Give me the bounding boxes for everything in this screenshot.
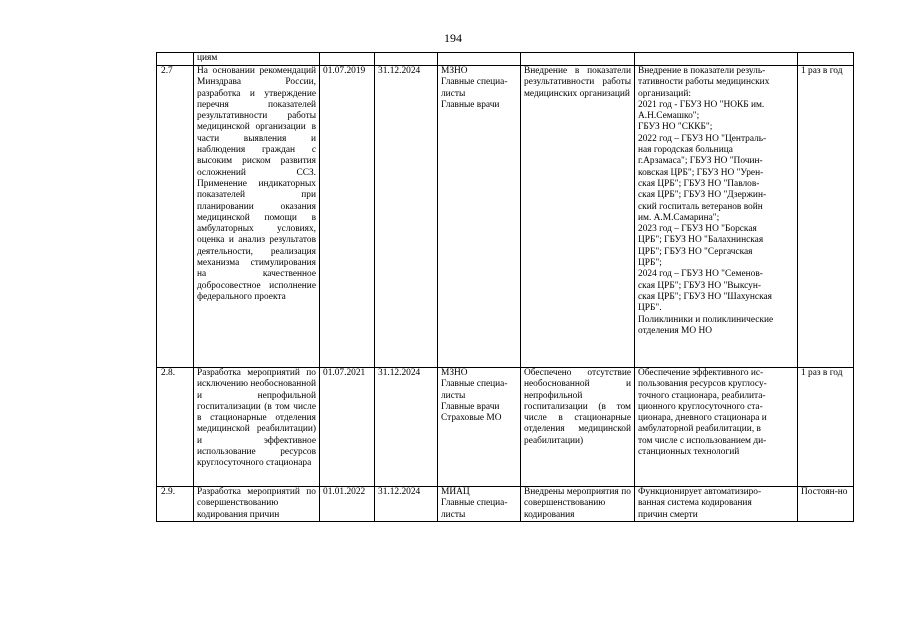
responsible-line: Страховые МО (441, 413, 502, 424)
responsible-line: листы (441, 509, 466, 520)
indicator-line: ская ЦРБ"; ГБУЗ НО "Павлов- (638, 178, 760, 189)
indicator-line: ЦРБ"; (638, 258, 662, 269)
indicator-line: 2024 год – ГБУЗ НО "Семенов- (638, 269, 763, 280)
responsible-cell (438, 66, 521, 368)
indicator-line: ская ЦРБ"; ГБУЗ НО "Шахунская (638, 291, 772, 302)
indicator-line: ванная система кодирования (638, 498, 752, 509)
result-cell: Обеспечено отсутствие необоснованной и непрофильной госпитализации (в том числе в стационарные отделения медицинской реабилитации) (521, 368, 635, 487)
indicator-line: им. А.М.Самарина"; (638, 212, 720, 223)
start-date-cell: 01.07.2019 (320, 66, 375, 368)
responsible-line: Главные врачи (441, 401, 500, 412)
indicator-line: Функционирует автоматизиро- (638, 487, 762, 497)
num-cell: 2.7 (157, 66, 194, 368)
indicator-line: организаций: (638, 88, 691, 99)
measure-cell: На основании рекомендаций Минздрава России, разработка и утверждение перечня показателей результативности работы медицинской организации в части выявления и наблюдения граждан с высоким риском развития осложнений ССЗ. Применение индикаторных показателей при планировании оказания медицинской помощи в амбулаторных условиях, оценка и анализ результатов деятельности, реализация механизма стимулирования на качественное добросовестное исполнение федерального проекта (194, 66, 320, 368)
indicator-line: точного стационара, реабилита- (638, 390, 766, 401)
indicator-line: амбулаторной реабилитации, в (638, 424, 761, 435)
continuation-row (157, 53, 854, 66)
measures-table (156, 52, 854, 522)
indicator-line: ская ЦРБ"; ГБУЗ НО "Выксун- (638, 280, 762, 291)
responsible-line: листы (441, 88, 466, 99)
indicator-line: станционных технологий (638, 447, 740, 458)
num-cell: 2.9. (157, 487, 194, 522)
indicator-line: пользования ресурсов круглосу- (638, 379, 767, 390)
indicator-line: том числе с использованием ди- (638, 435, 767, 446)
indicator-line: ский госпиталь ветеранов войн (638, 201, 763, 212)
indicator-line: ская ЦРБ"; ГБУЗ НО "Дзержин- (638, 190, 767, 201)
indicator-line: тативности работы медицинских (638, 77, 770, 88)
indicator-line: ЦРБ"; ГБУЗ НО "Балахнинская (638, 235, 764, 246)
result-cell: Внедрение в показатели результативности работы медицинских организаций (521, 66, 635, 368)
end-date-cell: 31.12.2024 (375, 368, 438, 487)
indicator-line: ЦРБ". (638, 303, 662, 314)
indicator-line: причин смерти (638, 509, 698, 520)
start-date-cell: 01.01.2022 (320, 487, 375, 522)
indicator-line: Поликлиники и поликлинические (638, 314, 774, 325)
num-cell: 2.8. (157, 368, 194, 487)
indicator-cell (635, 487, 798, 522)
indicator-line: ционара, дневного стационара и (638, 413, 767, 424)
responsible-line: МИАЦ (441, 487, 470, 497)
end-date-cell: 31.12.2024 (375, 487, 438, 522)
start-date-cell: 01.07.2021 (320, 368, 375, 487)
indicator-line: ГБУЗ НО "СККБ"; (638, 122, 713, 133)
table-row (157, 368, 854, 487)
responsible-cell (438, 487, 521, 522)
measure-cell: циям (194, 53, 320, 66)
indicator-cell (635, 368, 798, 487)
responsible-line: МЗНО (441, 368, 468, 378)
responsible-line: Главные специа- (441, 77, 508, 88)
end-date-cell: 31.12.2024 (375, 66, 438, 368)
table-row (157, 487, 854, 522)
responsible-line: Главные специа- (441, 498, 508, 509)
frequency-cell: 1 раз в год (798, 66, 854, 368)
measure-cell: Разработка мероприятий по совершенствованию кодирования причин (194, 487, 320, 522)
indicator-line: Внедрение в показатели резуль- (638, 66, 766, 76)
indicator-line: 2021 год - ГБУЗ НО "НОКБ им. (638, 99, 765, 110)
responsible-line: Главные специа- (441, 379, 508, 390)
indicator-line: 2022 год – ГБУЗ НО "Централь- (638, 133, 767, 144)
frequency-cell: Постоян-но (798, 487, 854, 522)
responsible-cell (438, 368, 521, 487)
responsible-line: листы (441, 390, 466, 401)
indicator-line: А.Н.Семашко"; (638, 111, 700, 122)
indicator-line: ковская ЦРБ"; ГБУЗ НО "Урен- (638, 167, 764, 178)
measure-cell: Разработка мероприятий по исключению необоснованной и непрофильной госпитализации (в том числе в стационарные отделения медицинской реабилитации) и эффективное использование ресурсов круглосуточного стационара (194, 368, 320, 487)
indicator-line: ная городская больница (638, 145, 733, 156)
indicator-cell (635, 66, 798, 368)
indicator-line: 2023 год – ГБУЗ НО "Борская (638, 224, 757, 235)
table-row (157, 66, 854, 368)
result-cell: Внедрены мероприятия по совершенствованию кодирования (521, 487, 635, 522)
indicator-line: отделения МО НО (638, 325, 712, 336)
num-cell (157, 53, 194, 66)
indicator-line: ЦРБ"; ГБУЗ НО "Сергачская (638, 246, 753, 257)
page-number: 194 (444, 31, 462, 45)
indicator-line: Обеспечение эффективного ис- (638, 368, 764, 378)
responsible-line: Главные врачи (441, 99, 500, 110)
frequency-cell: 1 раз в год (798, 368, 854, 487)
responsible-line: МЗНО (441, 66, 468, 76)
indicator-line: ционного круглосуточного ста- (638, 401, 763, 412)
indicator-line: г.Арзамаса"; ГБУЗ НО "Почин- (638, 156, 763, 167)
